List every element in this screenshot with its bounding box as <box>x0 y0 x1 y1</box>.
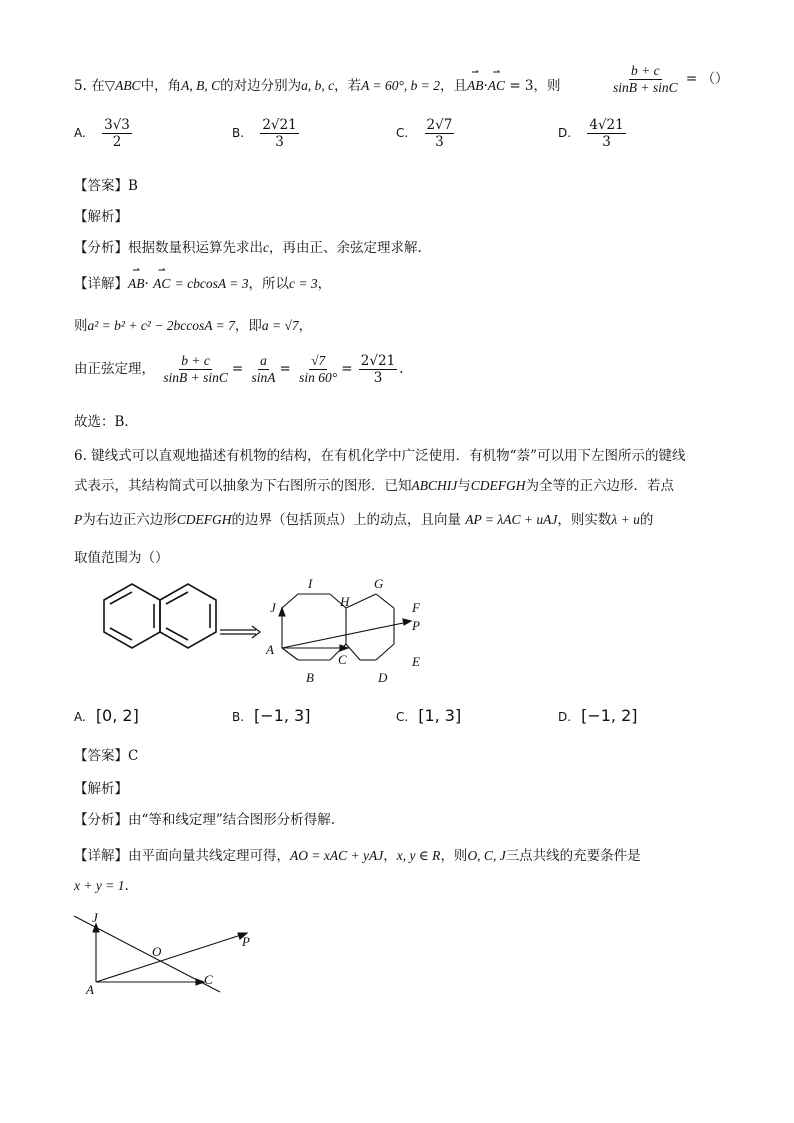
answer-value: C <box>128 748 139 764</box>
xj-eq: a = √7 <box>261 318 299 333</box>
xj-vector-eq: AO = xAC + yAJ <box>290 848 384 863</box>
label-g: G <box>374 576 384 591</box>
option-num: 3√3 <box>104 117 130 133</box>
option-den: 2 <box>112 134 122 151</box>
q5-stem-end: = （） <box>685 71 729 88</box>
q5-sides: a, b, c <box>301 78 335 93</box>
fig2-label-p: P <box>242 934 250 949</box>
xj-text: 则 <box>74 318 88 334</box>
xj-text: 由平面向量共线定理可得， <box>128 848 290 864</box>
frac-num: 2√21 <box>360 353 396 369</box>
xj-eq: c = 3 <box>289 276 318 291</box>
q5-text: ，且 <box>439 78 467 94</box>
fenxi-text: ，再由正、余弦定理求解. <box>269 240 422 256</box>
q5-dot-value: = 3 <box>509 78 534 94</box>
option-value: [−1, 2] <box>581 706 638 725</box>
xj-text: ，则 <box>440 848 468 864</box>
q5-xiangjie-2 <box>74 314 312 334</box>
q5-fraction-den: sinB + sinC <box>613 80 678 96</box>
q5-stem: 5. 在▽ABC中，角A, B, C的对边分别为a, b, c，若A = 60°, b = 2，且⇀ AB·⇀ AC = 3，则 <box>74 74 561 94</box>
option-den: 3 <box>602 134 611 151</box>
q6-hex2: CDEFGH <box>470 478 526 493</box>
option-value: [−1, 3] <box>254 706 311 725</box>
q6-hex2: CDEFGH <box>176 512 232 527</box>
label-e: E <box>412 654 420 669</box>
q6-option-d[interactable] <box>558 706 637 725</box>
q6-text: 式表示，其结构简式可以抽象为下右图所示的图形．已知 <box>74 478 412 494</box>
vector-ac: ⇀ AC <box>153 276 170 292</box>
xj-text: 由正弦定理， <box>74 361 155 378</box>
xj-eq: = cbcosA = 3 <box>174 276 249 291</box>
q6-text: 的 <box>639 512 654 528</box>
option-label: A. <box>74 710 86 724</box>
option-num: 2√7 <box>426 117 453 133</box>
label-a: A <box>266 642 274 657</box>
xj-fraction <box>359 354 397 385</box>
q5-angles: A, B, C <box>181 78 221 93</box>
frac-den: 3 <box>373 370 383 387</box>
q6-line-1 <box>74 444 686 464</box>
label-f: F <box>412 600 420 615</box>
frac-num: a <box>258 354 269 370</box>
fig2-label-j: J <box>92 910 98 925</box>
q5-option-b[interactable] <box>232 118 301 149</box>
naphthalene-icon <box>104 584 216 648</box>
q5-option-a[interactable] <box>74 118 134 149</box>
fenxi-var: c <box>263 240 269 255</box>
label-i: I <box>308 576 313 591</box>
q5-fraction <box>611 64 680 95</box>
fenxi-tag: 【分析】 <box>74 240 128 256</box>
option-fraction <box>102 118 132 149</box>
xiangjie-tag: 【详解】 <box>74 848 128 864</box>
q5-condition: A = 60°, b = 2 <box>361 78 440 93</box>
q5-vector-ac: ⇀ AC <box>488 78 505 94</box>
xj-text: 三点共线的充要条件是 <box>505 848 641 864</box>
label-h: H <box>340 594 350 609</box>
fig2-label-c: C <box>204 972 213 987</box>
q5-text: 在 <box>91 78 105 94</box>
q5-triangle: ▽ABC <box>104 78 141 93</box>
option-num: 2√21 <box>262 117 297 133</box>
answer-tag: 【答案】 <box>74 748 128 764</box>
q6-vector-eq: AP = λAC + uAJ <box>465 512 558 527</box>
hexagon-diagram <box>282 594 394 660</box>
q6-fenxi <box>74 808 335 828</box>
q5-option-c[interactable] <box>396 118 456 149</box>
option-value: [0, 2] <box>95 706 139 725</box>
label-p: P <box>412 618 420 633</box>
label-d: D <box>378 670 388 685</box>
q6-text: ，则实数 <box>557 512 612 528</box>
q5-text: ，则 <box>533 78 561 94</box>
q6-hex1: ABCHIJ <box>411 478 458 493</box>
frac-num: b + c <box>179 354 212 370</box>
label-b: B <box>306 670 314 685</box>
option-label: C. <box>396 126 409 141</box>
q6-line-3 <box>74 508 653 528</box>
q6-text: 为全等的正六边形．若点 <box>525 478 674 494</box>
option-fraction <box>425 118 455 149</box>
fenxi-tag: 【分析】 <box>74 812 128 828</box>
xiangjie-tag: 【详解】 <box>74 276 128 292</box>
xj-text: ，即 <box>234 318 262 334</box>
option-label: A. <box>74 126 86 141</box>
xj-text: ， <box>317 276 332 292</box>
option-label: B. <box>232 126 245 141</box>
fenxi-text: 由“等和线定理”结合图形分析得解. <box>128 812 336 828</box>
xj-eq: x + y = 1 <box>74 878 125 893</box>
q5-text: 中，角 <box>140 78 182 94</box>
option-den: 3 <box>275 134 284 151</box>
q5-number: 5. <box>74 78 87 94</box>
xj-fraction <box>297 354 339 385</box>
q6-line-2 <box>74 474 674 494</box>
xj-fraction <box>161 354 230 385</box>
q5-conclusion: 故选：B． <box>74 414 138 430</box>
q6-point-p: P <box>74 512 83 527</box>
q6-figure <box>60 574 460 694</box>
xj-var: x, y ∈ R <box>396 848 441 863</box>
frac-den: sinB + sinC <box>163 370 228 386</box>
q6-option-b[interactable] <box>232 706 310 725</box>
fig2-label-o: O <box>152 944 162 959</box>
fig2-label-a: A <box>86 982 94 997</box>
q6-sum: λ + u <box>611 512 640 527</box>
q6-xiangjie-2 <box>74 878 129 894</box>
xj-text: . <box>124 878 129 894</box>
q5-vector-ab: ⇀ AB <box>467 78 484 94</box>
q6-option-c[interactable] <box>396 706 461 725</box>
q5-xiangjie-1 <box>74 272 331 292</box>
double-arrow-icon <box>220 626 260 638</box>
q6-text: 与 <box>457 478 471 494</box>
q6-answer <box>74 744 138 764</box>
vector-ap <box>96 934 244 982</box>
q5-analysis-tag: 【解析】 <box>74 209 128 225</box>
label-c: C <box>338 652 347 667</box>
q6-option-a[interactable] <box>74 706 139 725</box>
option-label: D. <box>558 126 572 141</box>
q5-fraction-num: b + c <box>629 64 662 80</box>
xj-points: O, C, J <box>467 848 506 863</box>
q6-line-4: 取值范围为（） <box>74 550 169 566</box>
frac-den: sin 60° <box>299 370 338 386</box>
option-label: C. <box>396 710 409 724</box>
q5-text: ，若 <box>334 78 362 94</box>
xj-text: ， <box>298 318 313 334</box>
answer-tag: 【答案】 <box>74 178 128 194</box>
fenxi-text: 根据数量积运算先求出 <box>128 240 263 256</box>
q5-xiangjie-3: 由正弦定理， $\frac{b + c}{\sin B + \sin C}$ = $\frac{a}{\sin A}$ = $\frac{√7}{\sin 60^\circ}$ = $\frac{2√21}{3}$ . <box>74 353 404 387</box>
xj-eq: a² = b² + c² − 2bccosA = 7 <box>87 318 235 333</box>
q5-option-d[interactable] <box>558 118 628 149</box>
q5-fraction-block <box>609 64 729 95</box>
option-num: 4√21 <box>589 117 624 133</box>
q5-answer <box>74 174 138 194</box>
q6-figure-2 <box>66 906 266 1002</box>
label-j: J <box>270 600 276 615</box>
q5-text: 的对边分别为 <box>220 78 302 94</box>
option-label: B. <box>232 710 245 724</box>
option-label: D. <box>558 710 572 724</box>
q6-analysis-tag: 【解析】 <box>74 781 128 797</box>
q6-number: 6. <box>74 448 87 464</box>
option-den: 3 <box>435 134 444 151</box>
xj-fraction <box>250 354 278 385</box>
option-fraction <box>587 118 625 149</box>
xj-text: ，所以 <box>248 276 289 292</box>
xj-text: ， <box>383 848 397 864</box>
option-value: [1, 3] <box>418 706 462 725</box>
q5-fenxi <box>74 236 422 256</box>
q6-text: 键线式可以直观地描述有机物的结构，在有机化学中广泛使用．有机物“萘”可以用下左图所示的键线 <box>91 448 686 464</box>
frac-den: sinA <box>251 370 276 386</box>
vector-ab: ⇀ AB <box>128 276 145 292</box>
q6-text: 为右边正六边形 <box>82 512 177 528</box>
frac-num: √7 <box>309 354 327 370</box>
answer-value: B <box>128 178 138 194</box>
q6-text: 的边界（包括顶点）上的动点，且向量 <box>231 512 461 528</box>
q6-xiangjie-1 <box>74 844 641 864</box>
dot-sign: · <box>144 276 154 292</box>
option-fraction <box>260 118 298 149</box>
